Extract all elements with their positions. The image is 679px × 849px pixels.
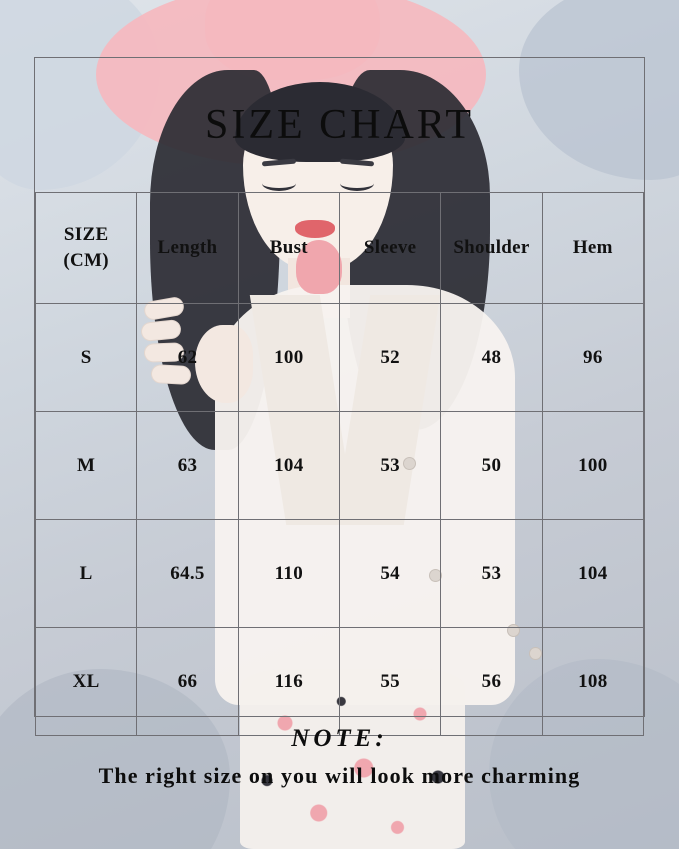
column-header-size xyxy=(36,193,137,304)
cell-hem: 108 xyxy=(542,628,643,736)
column-header-size-line2: (CM) xyxy=(63,250,109,271)
cell-size: XL xyxy=(36,628,137,736)
cell-sleeve: 54 xyxy=(339,520,440,628)
note-text: The right size on you will look more charming xyxy=(98,763,581,788)
table-row xyxy=(36,304,644,412)
cell-sleeve: 55 xyxy=(339,628,440,736)
cell-shoulder: 48 xyxy=(441,304,542,412)
cell-length: 62 xyxy=(137,304,238,412)
table-row xyxy=(36,412,644,520)
title-row xyxy=(36,58,644,193)
cell-bust: 104 xyxy=(238,412,339,520)
column-header-sleeve: Sleeve xyxy=(339,193,440,304)
column-header-bust: Bust xyxy=(238,193,339,304)
column-header-shoulder: Shoulder xyxy=(441,193,542,304)
size-chart-table xyxy=(35,58,644,736)
table-header-row xyxy=(36,193,644,304)
cell-size: S xyxy=(36,304,137,412)
cell-size: M xyxy=(36,412,137,520)
page-title: SIZE CHART xyxy=(205,102,474,148)
size-chart-table-container xyxy=(34,57,645,717)
cell-hem: 100 xyxy=(542,412,643,520)
cell-shoulder: 50 xyxy=(441,412,542,520)
table-row xyxy=(36,628,644,736)
cell-length: 66 xyxy=(137,628,238,736)
cell-length: 64.5 xyxy=(137,520,238,628)
cell-bust: 110 xyxy=(238,520,339,628)
column-header-size-line1: SIZE xyxy=(63,224,109,246)
cell-sleeve: 52 xyxy=(339,304,440,412)
cell-sleeve: 53 xyxy=(339,412,440,520)
cell-length: 63 xyxy=(137,412,238,520)
note-label: NOTE: xyxy=(291,725,388,752)
column-header-hem: Hem xyxy=(542,193,643,304)
cell-bust: 116 xyxy=(238,628,339,736)
note-section xyxy=(0,725,679,789)
cell-hem: 96 xyxy=(542,304,643,412)
cell-shoulder: 53 xyxy=(441,520,542,628)
column-header-length: Length xyxy=(137,193,238,304)
cell-bust: 100 xyxy=(238,304,339,412)
cell-shoulder: 56 xyxy=(441,628,542,736)
cell-size: L xyxy=(36,520,137,628)
table-row xyxy=(36,520,644,628)
chart-title-cell xyxy=(36,58,644,193)
cell-hem: 104 xyxy=(542,520,643,628)
